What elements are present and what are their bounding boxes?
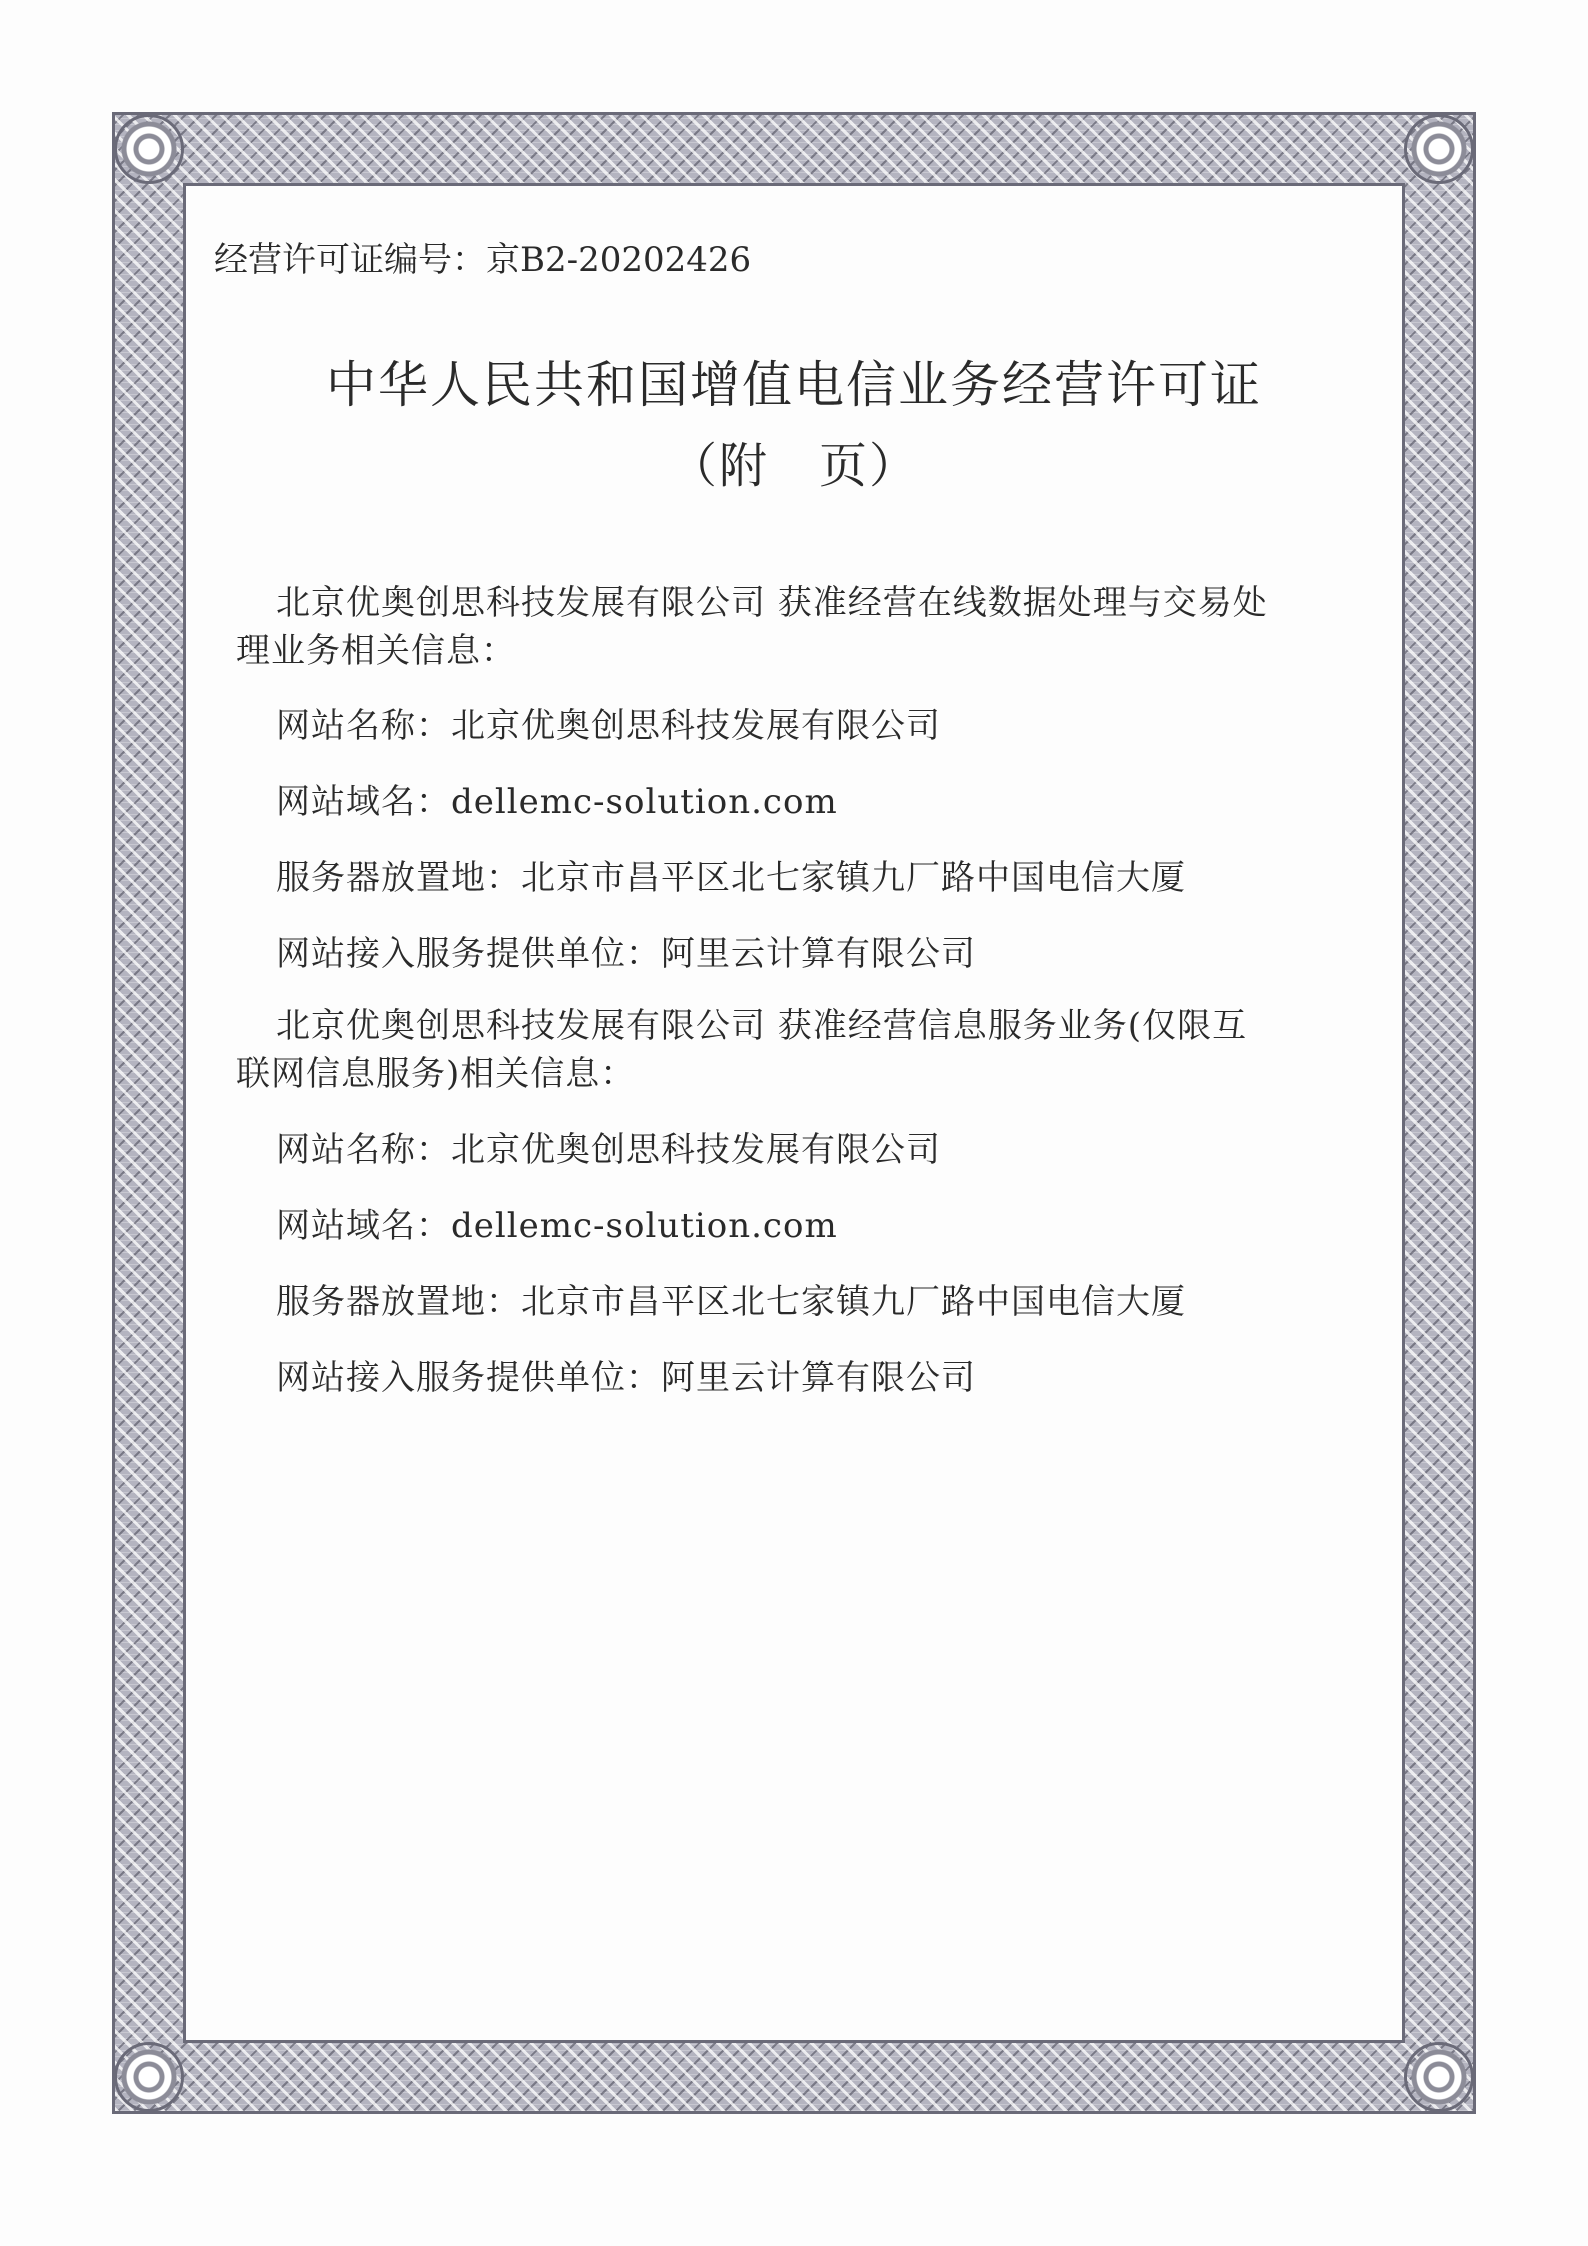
field-value: 北京市昌平区北七家镇九厂路中国电信大厦 xyxy=(521,1282,1186,1322)
field-label: 网站接入服务提供单位： xyxy=(276,934,661,974)
section-1-field-server-location xyxy=(276,850,1186,899)
section-2-field-access-provider xyxy=(276,1350,976,1399)
license-number: 经营许可证编号：京B2-20202426 xyxy=(214,240,752,280)
section-2-intro: 北京优奥创思科技发展有限公司 获准经营信息服务业务(仅限互 xyxy=(276,1006,1248,1046)
field-value: 北京市昌平区北七家镇九厂路中国电信大厦 xyxy=(521,858,1186,898)
field-label: 网站域名： xyxy=(276,1206,451,1246)
section-2-field-site-name xyxy=(276,1122,941,1171)
field-label: 网站名称： xyxy=(276,706,451,746)
field-label: 服务器放置地： xyxy=(276,1282,521,1322)
section-1-intro-continued: 理业务相关信息： xyxy=(236,631,516,671)
corner-ornament-icon xyxy=(1404,114,1474,184)
section-1-intro: 北京优奥创思科技发展有限公司 获准经营在线数据处理与交易处 xyxy=(276,583,1268,623)
field-label: 网站域名： xyxy=(276,782,451,822)
field-value: 北京优奥创思科技发展有限公司 xyxy=(451,1130,941,1170)
section-1-field-domain xyxy=(276,774,838,823)
field-label: 网站名称： xyxy=(276,1130,451,1170)
field-label: 网站接入服务提供单位： xyxy=(276,1358,661,1398)
certificate-subtitle: （附 页） xyxy=(668,438,919,494)
section-2-field-server-location xyxy=(276,1274,1186,1323)
section-2-intro-continued: 联网信息服务)相关信息： xyxy=(236,1054,636,1094)
field-label: 服务器放置地： xyxy=(276,858,521,898)
field-value: dellemc-solution.com xyxy=(451,1206,838,1246)
certificate-title: 中华人民共和国增值电信业务经营许可证 xyxy=(326,356,1262,414)
field-value: 阿里云计算有限公司 xyxy=(661,934,976,974)
field-value: dellemc-solution.com xyxy=(451,782,838,822)
section-2-field-domain xyxy=(276,1198,838,1247)
corner-ornament-icon xyxy=(1404,2042,1474,2112)
section-1-field-site-name xyxy=(276,698,941,747)
field-value: 北京优奥创思科技发展有限公司 xyxy=(451,706,941,746)
section-1-field-access-provider xyxy=(276,926,976,975)
field-value: 阿里云计算有限公司 xyxy=(661,1358,976,1398)
corner-ornament-icon xyxy=(114,2042,184,2112)
corner-ornament-icon xyxy=(114,114,184,184)
